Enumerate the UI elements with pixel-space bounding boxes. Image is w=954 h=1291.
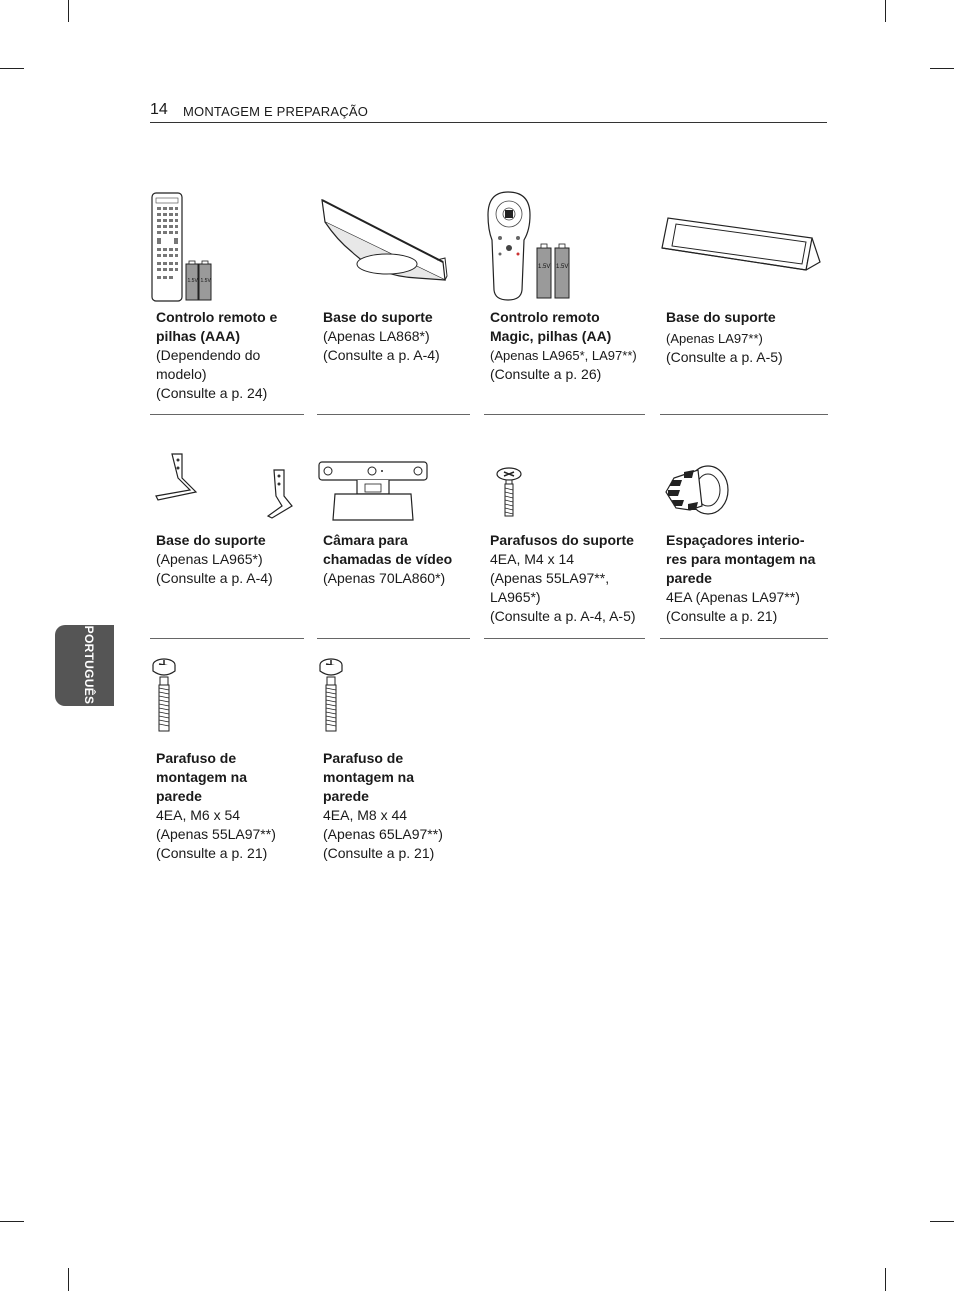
accessory-item-wall-screw-m8: [317, 655, 470, 875]
accessory-item-stand-base: [317, 190, 470, 414]
accessory-item-stand-legs: [150, 450, 304, 638]
item-caption: [323, 749, 443, 863]
language-tab-label: PORTUGUÊS: [82, 625, 96, 705]
accessory-item-magic-remote: [484, 190, 645, 414]
stand-legs-icon: [150, 450, 304, 530]
separator: [484, 414, 645, 415]
crop-mark: [0, 68, 24, 69]
stand-screw-icon: [484, 450, 645, 530]
crop-mark: [68, 0, 69, 22]
item-detail: (Apenas 65LA97**): [323, 826, 443, 842]
item-detail: (Consulte a p. 26): [490, 366, 602, 382]
item-caption: [156, 749, 276, 863]
separator: [660, 638, 828, 639]
page-number: 14: [150, 101, 168, 118]
accessory-item-wall-screw-m6: [150, 655, 304, 875]
item-title: Base do suporte: [156, 532, 266, 548]
item-title: Parafuso de: [323, 750, 404, 766]
item-detail: 4EA, M8 x 44: [323, 807, 408, 823]
item-caption: [490, 308, 637, 384]
item-caption: [323, 308, 440, 365]
item-title: Base do suporte: [666, 309, 776, 325]
item-detail: (Consulte a p. 21): [156, 845, 268, 861]
item-detail: (Consulte a p. 21): [323, 845, 435, 861]
wall-screw-icon: [317, 655, 470, 740]
battery-label: 1.5V: [556, 264, 569, 270]
wall-spacer-icon: [660, 450, 828, 530]
separator: [317, 414, 470, 415]
item-detail: (Dependendo do: [156, 347, 261, 363]
stand-bar-icon: [660, 190, 828, 305]
remote-control-icon: [150, 190, 304, 305]
crop-mark: [885, 1268, 886, 1291]
item-detail: 4EA, M6 x 54: [156, 807, 241, 823]
item-detail: 4EA, M4 x 14: [490, 551, 575, 567]
item-title: Parafusos do suporte: [490, 532, 634, 548]
item-detail: (Consulte a p. A-4): [323, 347, 440, 363]
page-header: [150, 100, 827, 123]
item-title: chamadas de vídeo: [323, 551, 453, 567]
item-detail: modelo): [156, 366, 207, 382]
item-detail: (Apenas LA868*): [323, 328, 430, 344]
crop-mark: [930, 1221, 954, 1222]
magic-remote-icon: [484, 190, 645, 305]
battery-label: 1.5V: [538, 264, 551, 270]
item-detail: 4EA (Apenas LA97**): [666, 589, 800, 605]
item-caption: [490, 531, 636, 626]
item-detail: (Apenas LA97**): [666, 331, 763, 346]
accessory-item-stand-bar: [660, 190, 828, 414]
item-title: Base do suporte: [323, 309, 433, 325]
crop-mark: [0, 1221, 24, 1222]
video-camera-icon: [317, 450, 470, 530]
crop-mark: [885, 0, 886, 22]
item-title: parede: [666, 570, 712, 586]
battery-label: 1.5V: [200, 278, 211, 284]
item-title: Parafuso de: [156, 750, 237, 766]
item-title: montagem na: [323, 769, 415, 785]
item-caption: [323, 531, 452, 588]
item-detail: (Consulte a p. A-4, A-5): [490, 608, 636, 624]
separator: [317, 638, 470, 639]
item-title: Espaçadores interio-: [666, 532, 805, 548]
item-detail: (Consulte a p. 21): [666, 608, 778, 624]
item-title: Câmara para: [323, 532, 408, 548]
item-title: res para montagem na: [666, 551, 816, 567]
accessory-item-stand-screws: [484, 450, 645, 638]
crop-mark: [930, 68, 954, 69]
item-detail: (Apenas LA965*): [156, 551, 263, 567]
accessory-item-remote: [150, 190, 304, 414]
item-detail: (Apenas 70LA860*): [323, 570, 446, 586]
separator: [484, 638, 645, 639]
stand-base-icon: [317, 190, 470, 305]
separator: [150, 638, 304, 639]
item-detail: (Consulte a p. A-5): [666, 349, 783, 365]
section-title: MONTAGEM E PREPARAÇÃO: [183, 104, 369, 119]
item-detail: (Apenas LA965*, LA97**): [490, 348, 637, 363]
separator: [660, 414, 828, 415]
accessory-item-wall-spacers: [660, 450, 828, 638]
item-title: parede: [323, 788, 369, 804]
battery-label: 1.5V: [187, 278, 198, 284]
wall-screw-icon: [150, 655, 304, 740]
item-title: pilhas (AAA): [156, 328, 240, 344]
crop-mark: [68, 1268, 69, 1291]
item-title: Controlo remoto: [490, 309, 600, 325]
item-title: parede: [156, 788, 202, 804]
accessory-item-video-camera: [317, 450, 470, 638]
item-title: Controlo remoto e: [156, 309, 278, 325]
item-detail: (Consulte a p. 24): [156, 385, 268, 401]
item-caption: [156, 531, 273, 588]
item-detail: (Apenas 55LA97**): [156, 826, 276, 842]
item-detail: (Apenas 55LA97**,: [490, 570, 610, 586]
item-title: Magic, pilhas (AA): [490, 328, 612, 344]
item-caption: [666, 531, 815, 626]
item-caption: [666, 308, 783, 367]
item-caption: [156, 308, 277, 403]
item-detail: (Consulte a p. A-4): [156, 570, 273, 586]
item-title: montagem na: [156, 769, 248, 785]
separator: [150, 414, 304, 415]
language-tab: [55, 625, 114, 706]
item-detail: LA965*): [490, 589, 541, 605]
